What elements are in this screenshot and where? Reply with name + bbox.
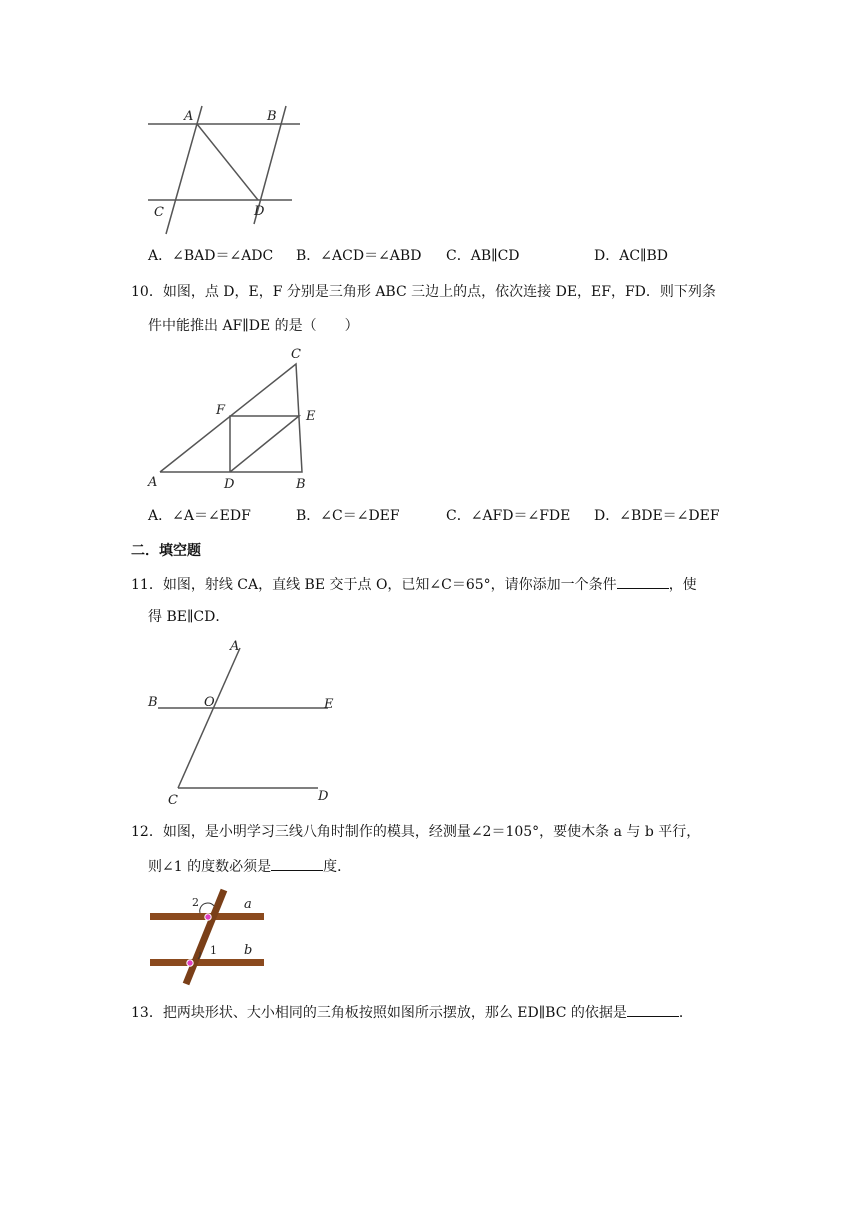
q11-answer-blank[interactable] xyxy=(617,574,669,589)
q10-option-c: C．∠AFD＝∠FDE xyxy=(446,508,571,524)
q13-text-a: 13．把两块形状、大小相同的三角板按照如图所示摆放，那么 ED∥BC 的依据是 xyxy=(131,1005,627,1021)
q11-label-d: D xyxy=(318,789,329,804)
q11-label-a: A xyxy=(230,639,240,654)
q10-option-b: B．∠C＝∠DEF xyxy=(296,508,400,524)
q11-stem-line1 xyxy=(131,574,697,595)
q9-figure xyxy=(140,100,310,240)
q10-label-a: A xyxy=(148,475,158,490)
q9-label-c: C xyxy=(154,205,164,220)
q12-pin-top xyxy=(205,914,211,920)
q10-option-d: D．∠BDE＝∠DEF xyxy=(594,508,720,524)
q10-segments-def xyxy=(230,416,299,472)
q12-stem-line1: 12．如图，是小明学习三线八角时制作的模具，经测量∠2＝105°，要使木条 a 与 b 平行， xyxy=(131,824,701,840)
q13-text-b: ． xyxy=(678,1005,693,1021)
q9-label-b: B xyxy=(267,109,277,124)
q10-label-b: B xyxy=(296,477,306,492)
q11-label-b: B xyxy=(148,695,158,710)
q9-label-a: A xyxy=(184,109,194,124)
q11-label-c: C xyxy=(168,793,178,808)
q10-figure xyxy=(140,340,330,495)
q12-answer-blank[interactable] xyxy=(271,856,323,871)
q12-label-a: a xyxy=(244,897,252,912)
q11-figure xyxy=(140,636,350,811)
q10-label-f: F xyxy=(216,403,226,418)
q13-stem-line1 xyxy=(131,1002,693,1023)
q10-stem-line1: 10．如图，点 D，E，F 分别是三角形 ABC 三边上的点，依次连接 DE，EF，FD．则下列条 xyxy=(131,284,716,300)
q11-label-o: O xyxy=(204,695,215,710)
q9-option-c: C．AB∥CD xyxy=(446,248,520,264)
q9-label-d: D xyxy=(254,204,265,219)
q9-option-d: D．AC∥BD xyxy=(594,248,669,264)
q9-line-ac xyxy=(166,106,202,234)
q12-figure xyxy=(140,884,275,994)
q9-line-ad xyxy=(197,124,258,200)
q12-label-2: 2 xyxy=(192,896,199,909)
q9-option-a: A．∠BAD＝∠ADC xyxy=(148,248,274,264)
q11-text-b: ，使 xyxy=(668,577,697,593)
q10-label-e: E xyxy=(306,409,316,424)
q11-text-a: 11．如图，射线 CA，直线 BE 交于点 O，已知∠C＝65°，请你添加一个条件 xyxy=(131,577,617,593)
q10-triangle-abc xyxy=(160,364,302,472)
q12-label-b: b xyxy=(244,943,253,958)
q12-text-b: 度． xyxy=(323,859,352,875)
q10-stem-line2: 件中能推出 AF∥DE 的是（ ） xyxy=(148,318,359,334)
q12-text-a: 则∠1 的度数必须是 xyxy=(148,859,272,875)
q9-option-b: B．∠ACD＝∠ABD xyxy=(296,248,422,264)
q11-stem-line2: 得 BE∥CD． xyxy=(148,609,230,625)
q13-answer-blank[interactable] xyxy=(627,1002,679,1017)
q12-stem-line2 xyxy=(148,856,351,877)
q12-pin-bottom xyxy=(187,960,193,966)
q10-label-c: C xyxy=(291,347,301,362)
q11-label-e: E xyxy=(324,697,334,712)
q11-ray-ca xyxy=(178,648,240,788)
q10-option-a: A．∠A＝∠EDF xyxy=(148,508,251,524)
q10-label-d: D xyxy=(224,477,235,492)
q12-wood-b xyxy=(150,959,264,966)
section-title: 二．填空题 xyxy=(131,543,201,559)
q12-label-1: 1 xyxy=(210,944,217,957)
